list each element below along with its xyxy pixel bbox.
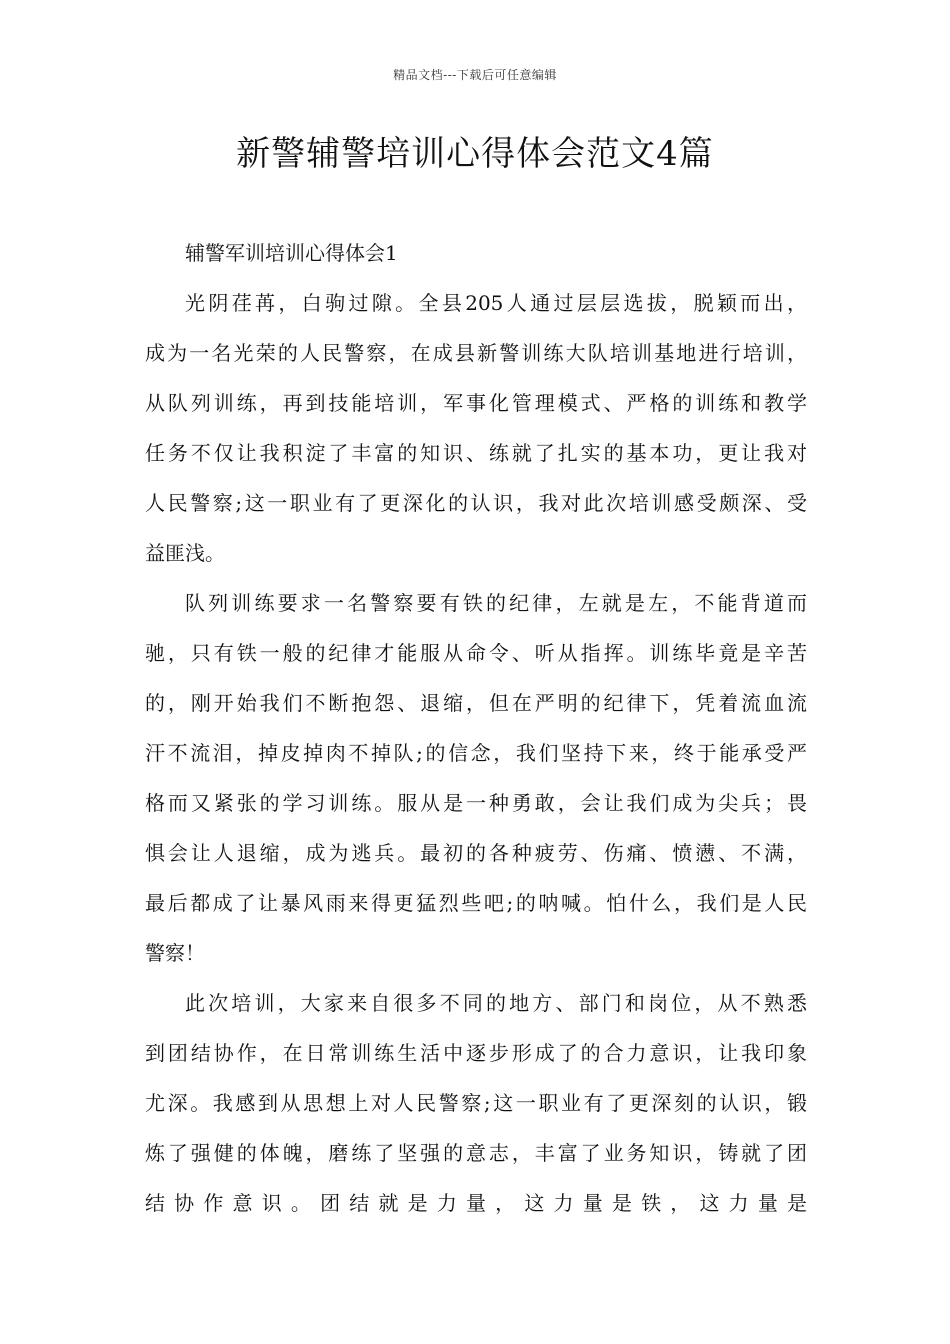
paragraph-line: 此次培训，大家来自很多不同的地方、部门和岗位，从不熟悉 [185,991,807,1015]
paragraph-line: 炼了强健的体魄，磨练了坚强的意志，丰富了业务知识，铸就了团 [145,1141,807,1165]
paragraph-line: 警察！ [145,941,205,965]
paragraph-line: 益匪浅。 [145,541,225,565]
paragraph-line: 惧会让人退缩，成为逃兵。最初的各种疲劳、伤痛、愤懑、不满， [145,841,807,865]
paragraph-line: 的，刚开始我们不断抱怨、退缩，但在严明的纪律下，凭着流血流 [145,691,807,715]
document-title: 新警辅警培训心得体会范文4篇 [236,134,714,174]
paragraph-line: 光阴荏苒，白驹过隙。全县205人通过层层选拔，脱颖而出， [185,291,807,315]
paragraph-line: 驰，只有铁一般的纪律才能服从命令、听从指挥。训练毕竟是辛苦 [145,641,807,665]
paragraph-line: 任务不仅让我积淀了丰富的知识、练就了扎实的基本功，更让我对 [145,441,807,465]
document-body [145,228,807,1228]
paragraph-2 [145,578,807,978]
paragraph-line: 结协作意识。团结就是力量，这力量是铁，这力量是 [145,1191,807,1215]
paragraph-line: 汗不流泪，掉皮掉肉不掉队;的信念，我们坚持下来，终于能承受严 [145,741,807,765]
paragraph-line: 格而又紧张的学习训练。服从是一种勇敢，会让我们成为尖兵；畏 [145,791,807,815]
paragraph-line: 尤深。我感到从思想上对人民警察;这一职业有了更深刻的认识，锻 [145,1091,807,1115]
paragraph-line: 人民警察;这一职业有了更深化的认识，我对此次培训感受颇深、受 [145,491,807,515]
paragraph-line: 成为一名光荣的人民警察，在成县新警训练大队培训基地进行培训， [145,341,807,365]
paragraph-3 [145,978,807,1228]
paragraph-line: 从队列训练，再到技能培训，军事化管理模式、严格的训练和教学 [145,391,807,415]
paragraph-line: 队列训练要求一名警察要有铁的纪律，左就是左，不能背道而 [185,591,807,615]
paragraph-line: 最后都成了让暴风雨来得更猛烈些吧;的呐喊。怕什么，我们是人民 [145,891,807,915]
paragraph-line: 到团结协作，在日常训练生活中逐步形成了的合力意识，让我印象 [145,1041,807,1065]
section-heading: 辅警军训培训心得体会1 [185,241,398,265]
paragraph-1 [145,278,807,578]
page-header-note: 精品文档---下载后可任意编辑 [393,68,557,82]
